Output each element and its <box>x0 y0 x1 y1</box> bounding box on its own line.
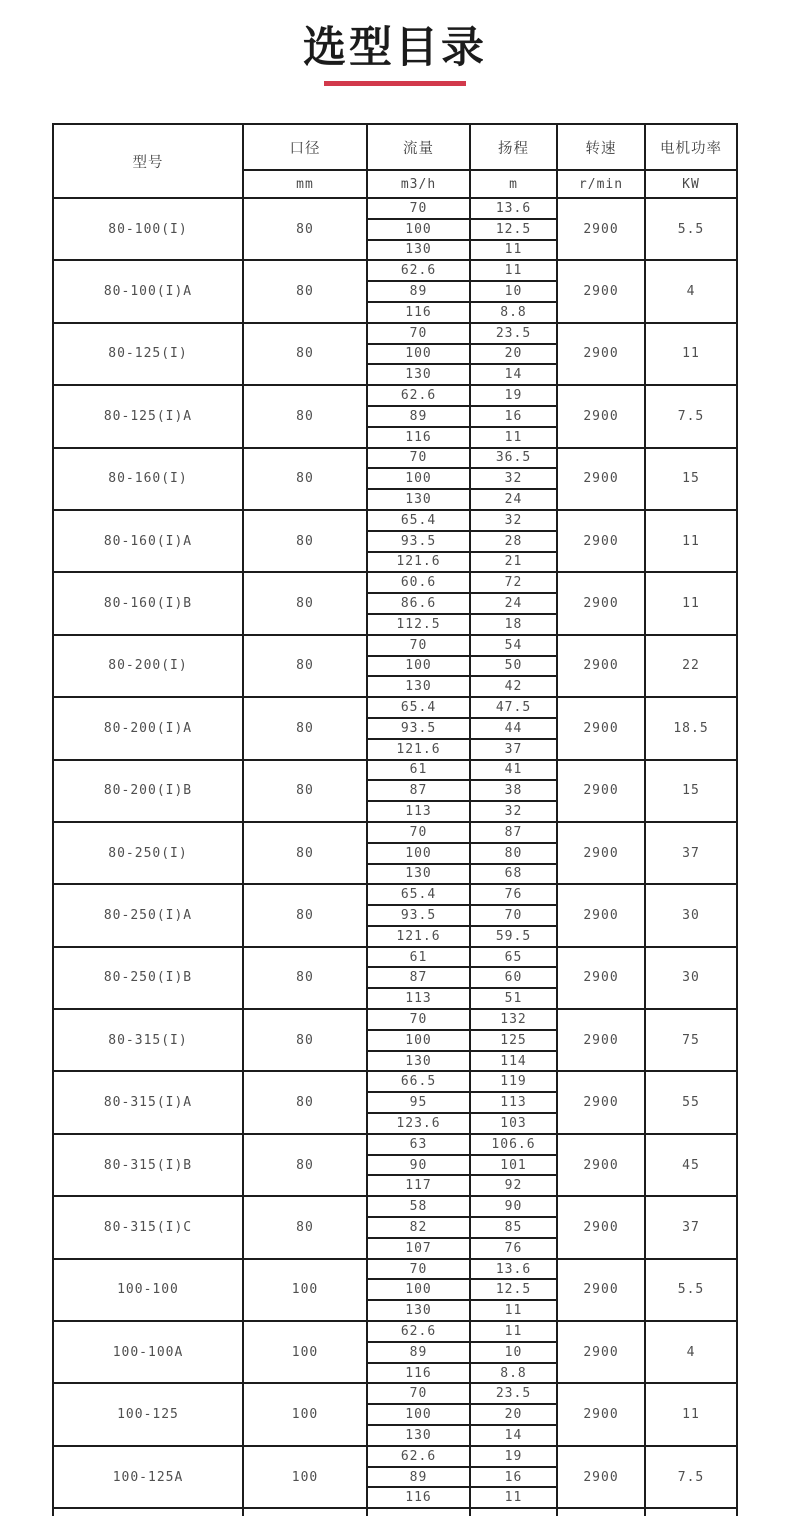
head-cell: 76 <box>470 1238 557 1259</box>
flow-cell: 93.5 <box>367 531 470 552</box>
clipped-cell <box>557 1508 645 1516</box>
flow-cell: 100 <box>367 656 470 677</box>
model-cell: 80-315(I)A <box>53 1071 243 1133</box>
flow-cell: 82 <box>367 1217 470 1238</box>
model-cell: 80-315(I)B <box>53 1134 243 1196</box>
flow-cell: 62.6 <box>367 1321 470 1342</box>
head-cell: 37 <box>470 739 557 760</box>
head-cell: 12.5 <box>470 219 557 240</box>
diameter-cell: 80 <box>243 947 367 1009</box>
speed-cell: 2900 <box>557 1446 645 1508</box>
head-cell: 80 <box>470 843 557 864</box>
diameter-cell: 80 <box>243 760 367 822</box>
flow-cell: 116 <box>367 427 470 448</box>
power-cell: 11 <box>645 323 737 385</box>
flow-cell: 117 <box>367 1175 470 1196</box>
flow-cell: 87 <box>367 780 470 801</box>
table-row <box>53 1383 737 1404</box>
flow-cell: 116 <box>367 1363 470 1384</box>
flow-cell: 70 <box>367 323 470 344</box>
column-header-3: 流量 <box>367 124 470 170</box>
speed-cell: 2900 <box>557 697 645 759</box>
speed-cell: 2900 <box>557 1259 645 1321</box>
speed-cell: 2900 <box>557 1009 645 1071</box>
model-cell: 80-200(I) <box>53 635 243 697</box>
column-header-5: 转速 <box>557 124 645 170</box>
column-unit-6: KW <box>645 170 737 198</box>
flow-cell: 100 <box>367 344 470 365</box>
head-cell: 119 <box>470 1071 557 1092</box>
clipped-cell <box>367 1508 470 1516</box>
clipped-cell <box>470 1508 557 1516</box>
head-cell: 24 <box>470 593 557 614</box>
flow-cell: 113 <box>367 988 470 1009</box>
head-cell: 12.5 <box>470 1279 557 1300</box>
head-cell: 23.5 <box>470 323 557 344</box>
diameter-cell: 100 <box>243 1383 367 1445</box>
flow-cell: 60.6 <box>367 572 470 593</box>
flow-cell: 107 <box>367 1238 470 1259</box>
flow-cell: 90 <box>367 1155 470 1176</box>
power-cell: 7.5 <box>645 1446 737 1508</box>
power-cell: 15 <box>645 760 737 822</box>
head-cell: 44 <box>470 718 557 739</box>
table-row <box>53 947 737 968</box>
title-underline <box>324 81 466 86</box>
power-cell: 5.5 <box>645 1259 737 1321</box>
table-head <box>53 124 737 198</box>
power-cell: 11 <box>645 572 737 634</box>
diameter-cell: 80 <box>243 1196 367 1258</box>
model-cell: 100-100 <box>53 1259 243 1321</box>
model-cell: 80-100(I) <box>53 198 243 260</box>
model-cell: 80-125(I)A <box>53 385 243 447</box>
model-cell: 80-125(I) <box>53 323 243 385</box>
table-body <box>53 198 737 1516</box>
diameter-cell: 80 <box>243 198 367 260</box>
diameter-cell: 100 <box>243 1446 367 1508</box>
head-cell: 20 <box>470 1404 557 1425</box>
head-cell: 14 <box>470 1425 557 1446</box>
head-cell: 32 <box>470 510 557 531</box>
clipped-cell <box>53 1508 243 1516</box>
speed-cell: 2900 <box>557 510 645 572</box>
flow-cell: 130 <box>367 364 470 385</box>
model-cell: 80-315(I)C <box>53 1196 243 1258</box>
power-cell: 11 <box>645 1383 737 1445</box>
flow-cell: 70 <box>367 198 470 219</box>
head-cell: 14 <box>470 364 557 385</box>
flow-cell: 100 <box>367 1404 470 1425</box>
power-cell: 30 <box>645 884 737 946</box>
head-cell: 114 <box>470 1051 557 1072</box>
table-row <box>53 323 737 344</box>
head-cell: 13.6 <box>470 198 557 219</box>
flow-cell: 70 <box>367 1383 470 1404</box>
column-unit-5: r/min <box>557 170 645 198</box>
diameter-cell: 80 <box>243 884 367 946</box>
page-title: 选型目录 <box>303 23 487 73</box>
model-cell: 80-100(I)A <box>53 260 243 322</box>
flow-cell: 100 <box>367 1030 470 1051</box>
diameter-cell: 80 <box>243 260 367 322</box>
flow-cell: 65.4 <box>367 884 470 905</box>
head-cell: 51 <box>470 988 557 1009</box>
flow-cell: 112.5 <box>367 614 470 635</box>
power-cell: 5.5 <box>645 198 737 260</box>
head-cell: 47.5 <box>470 697 557 718</box>
table-row <box>53 1134 737 1155</box>
flow-cell: 116 <box>367 302 470 323</box>
power-cell: 7.5 <box>645 385 737 447</box>
head-cell: 16 <box>470 1467 557 1488</box>
flow-cell: 116 <box>367 1487 470 1508</box>
model-cell: 100-125A <box>53 1446 243 1508</box>
head-cell: 132 <box>470 1009 557 1030</box>
flow-cell: 65.4 <box>367 510 470 531</box>
flow-cell: 121.6 <box>367 926 470 947</box>
diameter-cell: 80 <box>243 1071 367 1133</box>
power-cell: 11 <box>645 510 737 572</box>
head-cell: 70 <box>470 905 557 926</box>
table-row <box>53 1446 737 1467</box>
diameter-cell: 80 <box>243 1009 367 1071</box>
speed-cell: 2900 <box>557 1383 645 1445</box>
flow-cell: 130 <box>367 1051 470 1072</box>
head-cell: 10 <box>470 1342 557 1363</box>
flow-cell: 62.6 <box>367 385 470 406</box>
head-cell: 92 <box>470 1175 557 1196</box>
head-cell: 10 <box>470 281 557 302</box>
flow-cell: 123.6 <box>367 1113 470 1134</box>
head-cell: 36.5 <box>470 448 557 469</box>
head-cell: 103 <box>470 1113 557 1134</box>
head-cell: 13.6 <box>470 1259 557 1280</box>
speed-cell: 2900 <box>557 323 645 385</box>
power-cell: 15 <box>645 448 737 510</box>
diameter-cell: 80 <box>243 323 367 385</box>
flow-cell: 89 <box>367 406 470 427</box>
model-cell: 80-160(I)B <box>53 572 243 634</box>
speed-cell: 2900 <box>557 760 645 822</box>
power-cell: 37 <box>645 822 737 884</box>
speed-cell: 2900 <box>557 1321 645 1383</box>
column-header-6: 电机功率 <box>645 124 737 170</box>
page-header <box>0 14 790 86</box>
flow-cell: 70 <box>367 1009 470 1030</box>
head-cell: 16 <box>470 406 557 427</box>
table-row <box>53 697 737 718</box>
table-row <box>53 198 737 219</box>
flow-cell: 70 <box>367 635 470 656</box>
flow-cell: 70 <box>367 448 470 469</box>
clipped-cell <box>243 1508 367 1516</box>
power-cell: 4 <box>645 260 737 322</box>
speed-cell: 2900 <box>557 572 645 634</box>
speed-cell: 2900 <box>557 884 645 946</box>
head-cell: 11 <box>470 1487 557 1508</box>
speed-cell: 2900 <box>557 1071 645 1133</box>
speed-cell: 2900 <box>557 1134 645 1196</box>
head-cell: 32 <box>470 801 557 822</box>
table-row <box>53 1009 737 1030</box>
diameter-cell: 80 <box>243 1134 367 1196</box>
head-cell: 11 <box>470 427 557 448</box>
flow-cell: 86.6 <box>367 593 470 614</box>
diameter-cell: 80 <box>243 572 367 634</box>
flow-cell: 70 <box>367 1259 470 1280</box>
head-cell: 72 <box>470 572 557 593</box>
power-cell: 37 <box>645 1196 737 1258</box>
head-cell: 50 <box>470 656 557 677</box>
head-cell: 8.8 <box>470 1363 557 1384</box>
flow-cell: 62.6 <box>367 1446 470 1467</box>
head-cell: 11 <box>470 1300 557 1321</box>
speed-cell: 2900 <box>557 448 645 510</box>
head-cell: 60 <box>470 967 557 988</box>
head-cell: 19 <box>470 385 557 406</box>
head-cell: 21 <box>470 552 557 573</box>
diameter-cell: 80 <box>243 510 367 572</box>
model-cell: 80-315(I) <box>53 1009 243 1071</box>
flow-cell: 93.5 <box>367 905 470 926</box>
model-cell: 80-160(I)A <box>53 510 243 572</box>
head-cell: 11 <box>470 1321 557 1342</box>
head-cell: 38 <box>470 780 557 801</box>
model-cell: 80-250(I) <box>53 822 243 884</box>
head-cell: 19 <box>470 1446 557 1467</box>
flow-cell: 130 <box>367 676 470 697</box>
flow-cell: 100 <box>367 843 470 864</box>
head-cell: 8.8 <box>470 302 557 323</box>
head-cell: 113 <box>470 1092 557 1113</box>
head-cell: 106.6 <box>470 1134 557 1155</box>
table-row <box>53 510 737 531</box>
flow-cell: 130 <box>367 1300 470 1321</box>
head-cell: 28 <box>470 531 557 552</box>
diameter-cell: 80 <box>243 448 367 510</box>
head-cell: 32 <box>470 468 557 489</box>
flow-cell: 89 <box>367 281 470 302</box>
power-cell: 18.5 <box>645 697 737 759</box>
flow-cell: 121.6 <box>367 552 470 573</box>
head-cell: 101 <box>470 1155 557 1176</box>
head-cell: 125 <box>470 1030 557 1051</box>
clipped-cell <box>645 1508 737 1516</box>
power-cell: 30 <box>645 947 737 1009</box>
diameter-cell: 80 <box>243 697 367 759</box>
table-row <box>53 760 737 781</box>
speed-cell: 2900 <box>557 822 645 884</box>
head-cell: 59.5 <box>470 926 557 947</box>
diameter-cell: 80 <box>243 635 367 697</box>
table-row <box>53 884 737 905</box>
flow-cell: 95 <box>367 1092 470 1113</box>
flow-cell: 130 <box>367 864 470 885</box>
head-cell: 87 <box>470 822 557 843</box>
model-cell: 80-250(I)A <box>53 884 243 946</box>
head-cell: 11 <box>470 260 557 281</box>
diameter-cell: 80 <box>243 822 367 884</box>
table-row <box>53 635 737 656</box>
table-row <box>53 448 737 469</box>
speed-cell: 2900 <box>557 198 645 260</box>
flow-cell: 70 <box>367 822 470 843</box>
flow-cell: 61 <box>367 760 470 781</box>
flow-cell: 66.5 <box>367 1071 470 1092</box>
power-cell: 45 <box>645 1134 737 1196</box>
flow-cell: 121.6 <box>367 739 470 760</box>
speed-cell: 2900 <box>557 947 645 1009</box>
flow-cell: 130 <box>367 240 470 261</box>
table-row <box>53 822 737 843</box>
head-cell: 42 <box>470 676 557 697</box>
speed-cell: 2900 <box>557 1196 645 1258</box>
flow-cell: 100 <box>367 1279 470 1300</box>
power-cell: 4 <box>645 1321 737 1383</box>
table-row <box>53 572 737 593</box>
model-cell: 80-250(I)B <box>53 947 243 1009</box>
head-cell: 18 <box>470 614 557 635</box>
head-cell: 41 <box>470 760 557 781</box>
diameter-cell: 100 <box>243 1259 367 1321</box>
model-cell: 80-200(I)B <box>53 760 243 822</box>
flow-cell: 100 <box>367 219 470 240</box>
column-unit-4: m <box>470 170 557 198</box>
head-cell: 90 <box>470 1196 557 1217</box>
speed-cell: 2900 <box>557 385 645 447</box>
head-cell: 24 <box>470 489 557 510</box>
table-row <box>53 1259 737 1280</box>
table-row <box>53 1071 737 1092</box>
column-unit-2: mm <box>243 170 367 198</box>
model-cell: 100-100A <box>53 1321 243 1383</box>
flow-cell: 62.6 <box>367 260 470 281</box>
flow-cell: 58 <box>367 1196 470 1217</box>
flow-cell: 113 <box>367 801 470 822</box>
flow-cell: 93.5 <box>367 718 470 739</box>
flow-cell: 65.4 <box>367 697 470 718</box>
head-cell: 23.5 <box>470 1383 557 1404</box>
column-header-4: 扬程 <box>470 124 557 170</box>
column-header-1: 型号 <box>53 124 243 198</box>
diameter-cell: 100 <box>243 1321 367 1383</box>
power-cell: 22 <box>645 635 737 697</box>
flow-cell: 130 <box>367 1425 470 1446</box>
flow-cell: 87 <box>367 967 470 988</box>
power-cell: 75 <box>645 1009 737 1071</box>
column-header-2: 口径 <box>243 124 367 170</box>
head-cell: 68 <box>470 864 557 885</box>
head-cell: 85 <box>470 1217 557 1238</box>
speed-cell: 2900 <box>557 260 645 322</box>
head-cell: 65 <box>470 947 557 968</box>
selection-catalog-table <box>52 123 738 1516</box>
head-cell: 11 <box>470 240 557 261</box>
table-row <box>53 1196 737 1217</box>
flow-cell: 89 <box>367 1342 470 1363</box>
flow-cell: 89 <box>367 1467 470 1488</box>
flow-cell: 100 <box>367 468 470 489</box>
flow-cell: 63 <box>367 1134 470 1155</box>
diameter-cell: 80 <box>243 385 367 447</box>
table-row <box>53 1321 737 1342</box>
power-cell: 55 <box>645 1071 737 1133</box>
table-row <box>53 385 737 406</box>
table-row <box>53 260 737 281</box>
column-unit-3: m3/h <box>367 170 470 198</box>
flow-cell: 61 <box>367 947 470 968</box>
head-cell: 76 <box>470 884 557 905</box>
head-cell: 54 <box>470 635 557 656</box>
model-cell: 80-160(I) <box>53 448 243 510</box>
head-cell: 20 <box>470 344 557 365</box>
clipped-next-row <box>53 1508 737 1516</box>
speed-cell: 2900 <box>557 635 645 697</box>
model-cell: 100-125 <box>53 1383 243 1445</box>
model-cell: 80-200(I)A <box>53 697 243 759</box>
flow-cell: 130 <box>367 489 470 510</box>
